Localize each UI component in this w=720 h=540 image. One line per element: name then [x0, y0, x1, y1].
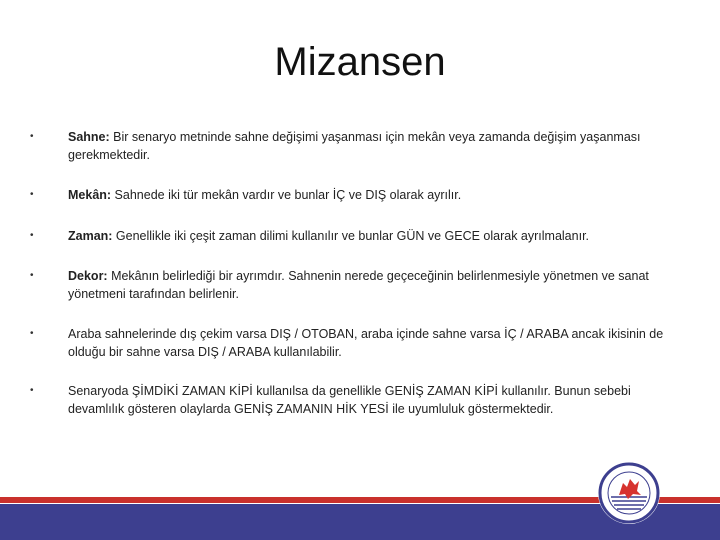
bullet-label: Sahne:	[68, 130, 110, 144]
bullet-label: Mekân:	[68, 188, 112, 202]
bullet-dot: •	[30, 270, 34, 281]
bullet-dot: •	[30, 230, 34, 241]
bullet-dot: •	[30, 328, 34, 339]
bullet-dot: •	[30, 131, 34, 142]
bullet-label: Zaman:	[68, 229, 113, 243]
university-emblem-icon	[597, 461, 661, 525]
slide-title: Mizansen	[274, 40, 446, 84]
bullet-text: Genellikle iki çeşit zaman dilimi kullanılır ve bunlar GÜN ve GECE olarak ayrılmalanır.	[112, 229, 590, 243]
bullet-text: Mekânın belirlediği bir ayrımdır. Sahnenin nerede geçeceğinin belirlenmesiyle yönetmen ve sanat yönetmeni tarafından belirlenir.	[68, 269, 649, 301]
bullet-text: Bir senaryo metninde sahne değişimi yaşanması için mekân veya zamanda değişim yaşanması gerekmektedir.	[68, 130, 641, 162]
bullet-label: Dekor:	[68, 269, 108, 283]
bullet-dot: •	[30, 189, 34, 200]
bullet-text: Senaryoda ŞİMDİKİ ZAMAN KİPİ kullanılsa da genellikle GENİŞ ZAMAN KİPİ kullanılır. Bunun sebebi devamlılık gösteren olaylarda GENİŞ ZAMANIN HİK YESİ ile uyumluluk göstermektedir.	[68, 384, 631, 416]
bullet-dot: •	[30, 385, 34, 396]
bullet-text: Araba sahnelerinde dış çekim varsa DIŞ / OTOBAN, araba içinde sahne varsa İÇ / ARABA ancak ikisinin de olduğu bir sahne varsa DIŞ / ARABA kullanılabilir.	[68, 327, 664, 359]
bullet-text: Sahnede iki tür mekân vardır ve bunlar İÇ ve DIŞ olarak ayrılır.	[111, 188, 462, 202]
